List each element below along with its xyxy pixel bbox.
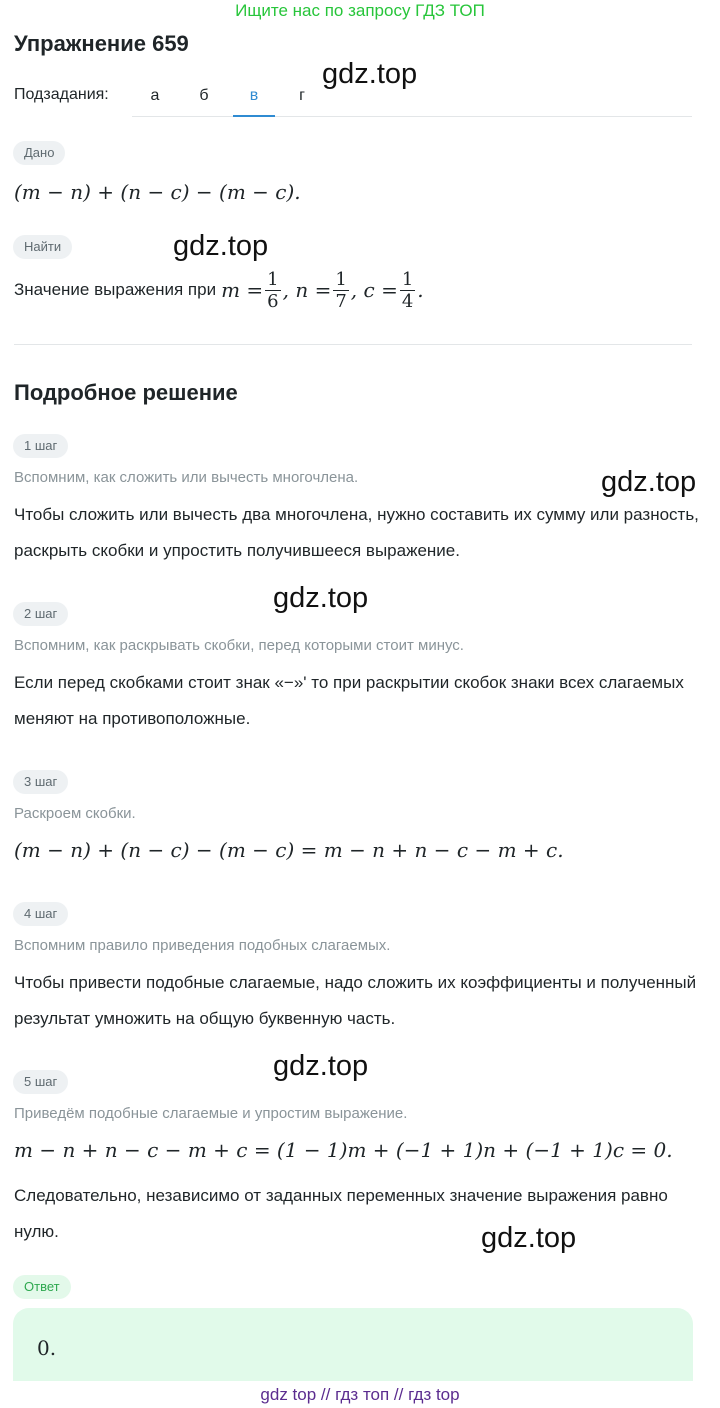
watermark: gdz.top <box>273 1050 369 1082</box>
step-1-pill: 1 шаг <box>13 434 68 458</box>
answer-pill: Ответ <box>13 1275 71 1299</box>
step-3-hint: Раскроем скобки. <box>14 805 136 822</box>
solution-title: Подробное решение <box>14 380 238 405</box>
watermark: gdz.top <box>481 1222 577 1254</box>
find-pill: Найти <box>13 235 72 259</box>
step-4-pill: 4 шаг <box>13 902 68 926</box>
step-1-text: Чтобы сложить или вычесть два многочлена, нужно составить их сумму или разность, раскрыть скобки и упростить получившееся выражение. <box>14 505 699 560</box>
step-3-math: (m − n) + (n − c) − (m − c) = m − n + n − c − m + c. <box>14 838 564 862</box>
c-fraction: $\frac{1}{4}$ <box>401 268 414 312</box>
tab-a[interactable]: а <box>150 87 160 104</box>
n-fraction: $\frac{1}{7}$ <box>335 268 347 312</box>
watermark: gdz.top <box>322 58 418 90</box>
find-text: Значение выражения при <box>14 280 217 299</box>
m-label: m = <box>221 278 264 302</box>
step-4-hint: Вспомним правило приведения подобных слагаемых. <box>14 937 391 954</box>
step-3-pill: 3 шаг <box>13 770 68 794</box>
c-label: , c = <box>350 278 398 302</box>
given-pill: Дано <box>13 141 65 165</box>
step-4-text: Чтобы привести подобные слагаемые, надо сложить их коэффициенты и полученный результат умножить на общую буквенную часть. <box>14 973 697 1028</box>
step-5-hint: Приведём подобные слагаемые и упростим выражение. <box>14 1105 408 1122</box>
step-2-text: Если перед скобками стоит знак «−»' то при раскрытии скобок знаки всех слагаемых меняют на противоположные. <box>14 673 684 728</box>
find-end: . <box>417 278 424 302</box>
find-statement <box>14 265 424 315</box>
tab-g[interactable]: г <box>299 87 305 104</box>
section-divider <box>14 344 692 345</box>
step-5-pill: 5 шаг <box>13 1070 68 1094</box>
given-expression: (m − n) + (n − c) − (m − c). <box>14 180 301 204</box>
step-2-hint: Вспомним, как раскрывать скобки, перед которыми стоит минус. <box>14 637 464 654</box>
step-5-math: m − n + n − c − m + c = (1 − 1)m + (−1 + 1)n + (−1 + 1)c = 0. <box>14 1138 673 1162</box>
answer-box <box>13 1308 693 1383</box>
step-2-pill: 2 шаг <box>13 602 68 626</box>
watermark: gdz.top <box>601 466 697 498</box>
page-title: Упражнение 659 <box>14 31 189 56</box>
n-label: , n = <box>282 278 332 302</box>
footer-links[interactable]: gdz top // гдз топ // гдз top <box>0 1381 720 1408</box>
answer-value: 0. <box>37 1336 57 1360</box>
step-5-text: Следовательно, независимо от заданных переменных значение выражения равно нулю. <box>14 1186 668 1241</box>
subtasks-label: Подзадания: <box>14 86 109 103</box>
watermark: gdz.top <box>173 230 269 262</box>
tab-b[interactable]: б <box>199 87 209 104</box>
m-fraction: $\frac{1}{6}$ <box>267 268 279 312</box>
promo-banner: Ищите нас по запросу ГДЗ ТОП <box>235 1 485 20</box>
tab-v[interactable]: в <box>233 74 275 116</box>
step-1-hint: Вспомним, как сложить или вычесть многочлена. <box>14 469 359 486</box>
watermark: gdz.top <box>273 582 369 614</box>
